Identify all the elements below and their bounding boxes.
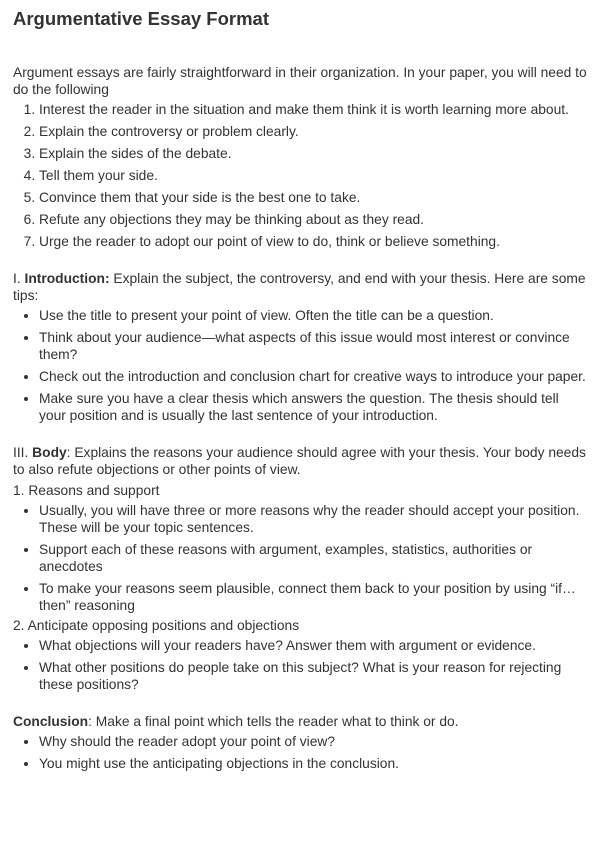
section-number: III. xyxy=(13,445,33,460)
conclusion-points-list xyxy=(13,733,587,772)
conclusion-text: : Make a final point which tells the reader what to think or do. xyxy=(88,714,459,729)
introduction-heading: Introduction: xyxy=(24,271,110,286)
list-item: • Check out the introduction and conclusion chart for creative ways to introduce your paper. xyxy=(39,368,587,385)
reasons-list xyxy=(13,502,587,614)
list-item: • Make sure you have a clear thesis which answers the question. The thesis should tell your position and is usually the last sentence of your introduction. xyxy=(39,390,587,424)
list-item: • Usually, you will have three or more reasons why the reader should accept your position. These will be your topic sentences. xyxy=(39,502,587,536)
anticipate-list xyxy=(13,637,587,693)
list-item: 6. Refute any objections they may be thinking about as they read. xyxy=(39,211,587,228)
list-item: 5. Convince them that your side is the best one to take. xyxy=(39,189,587,206)
list-item: • Support each of these reasons with argument, examples, statistics, authorities or anecdotes xyxy=(39,541,587,575)
list-item: 7. Urge the reader to adopt our point of view to do, think or believe something. xyxy=(39,233,587,250)
intro-paragraph: Argument essays are fairly straightforward in their organization. In your paper, you will need to do the following xyxy=(13,65,587,97)
list-item: • Why should the reader adopt your point of view? xyxy=(39,733,587,750)
introduction-text: Explain the subject, the controversy, and end with your thesis. Here are some tips: xyxy=(13,271,586,303)
section-number: I. xyxy=(13,271,25,286)
reasons-subheading: 1. Reasons and support xyxy=(13,483,160,498)
body-section-paragraph xyxy=(13,444,587,478)
list-item: 3. Explain the sides of the debate. xyxy=(39,145,587,162)
introduction-section-paragraph xyxy=(13,270,587,304)
list-item: • What objections will your readers have? Answer them with argument or evidence. xyxy=(39,637,587,654)
list-item: 4. Tell them your side. xyxy=(39,167,587,184)
list-item: • Think about your audience—what aspects of this issue would most interest or convince them? xyxy=(39,329,587,363)
body-text: : Explains the reasons your audience should agree with your thesis. Your body needs to also refute objections or other points of view. xyxy=(13,445,586,477)
introduction-tips-list xyxy=(13,307,587,424)
conclusion-section-paragraph xyxy=(13,713,587,730)
page-title: Argumentative Essay Format xyxy=(13,8,270,29)
list-item: • Use the title to present your point of view. Often the title can be a question. xyxy=(39,307,587,324)
list-item: • What other positions do people take on this subject? What is your reason for rejecting these positions? xyxy=(39,659,587,693)
body-heading: Body xyxy=(32,445,67,460)
list-item: 2. Explain the controversy or problem clearly. xyxy=(39,123,587,140)
list-item: • You might use the anticipating objections in the conclusion. xyxy=(39,755,587,772)
list-item: • To make your reasons seem plausible, connect them back to your position by using “if…then” reasoning xyxy=(39,580,587,614)
steps-list xyxy=(13,101,587,250)
conclusion-heading: Conclusion xyxy=(13,714,89,729)
list-item: 1. Interest the reader in the situation and make them think it is worth learning more about. xyxy=(39,101,587,118)
anticipate-subheading: 2. Anticipate opposing positions and objections xyxy=(13,618,300,633)
